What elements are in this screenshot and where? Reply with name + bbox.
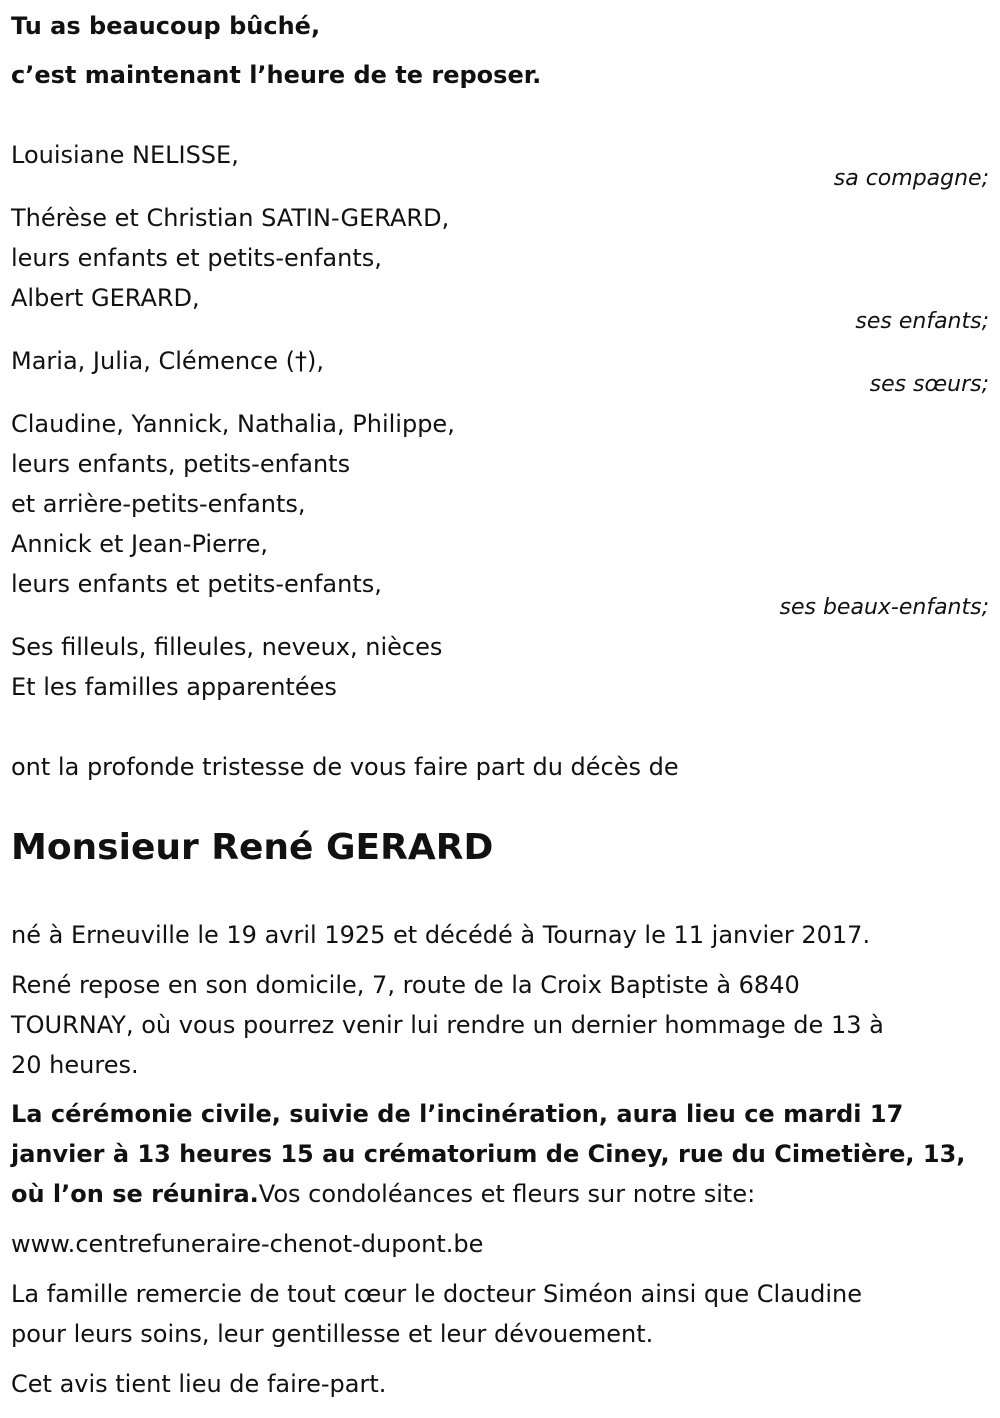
ceremony-line-1: La cérémonie civile, suivie de l’incinération, aura lieu ce mardi 17 [11, 1100, 904, 1128]
children-line-2: leurs enfants et petits-enfants, [11, 244, 382, 272]
ceremony-line-2: janvier à 13 heures 15 au crématorium de Ciney, rue du Cimetière, 13, [11, 1140, 966, 1168]
website-link[interactable]: www.centrefuneraire-chenot-dupont.be [11, 1230, 484, 1258]
inlaws-line-3: et arrière-petits-enfants, [11, 490, 306, 518]
relation-inlaws: ses beaux-enfants; [779, 595, 989, 620]
deceased-name: Monsieur René GERARD [11, 827, 494, 868]
others-line-2: Et les familles apparentées [11, 673, 337, 701]
relation-companion: sa compagne; [833, 166, 989, 191]
thanks-line-1: La famille remercie de tout cœur le docteur Siméon ainsi que Claudine [11, 1280, 862, 1308]
companion-name: Louisiane NELISSE, [11, 141, 239, 169]
repose-line-1: René repose en son domicile, 7, route de la Croix Baptiste à 6840 [11, 971, 800, 999]
others-line-1: Ses filleuls, filleules, neveux, nièces [11, 633, 443, 661]
thanks-line-2: pour leurs soins, leur gentillesse et leur dévouement. [11, 1320, 654, 1348]
announcement: ont la profonde tristesse de vous faire part du décès de [11, 753, 679, 781]
relation-sisters: ses sœurs; [869, 372, 989, 397]
birth-death-line: né à Erneuville le 19 avril 1925 et décédé à Tournay le 11 janvier 2017. [11, 921, 871, 949]
inlaws-line-2: leurs enfants, petits-enfants [11, 450, 351, 478]
inlaws-line-1: Claudine, Yannick, Nathalia, Philippe, [11, 410, 455, 438]
condolences-text: Vos condoléances et fleurs sur notre site: [258, 1180, 756, 1208]
motto-line-2: c’est maintenant l’heure de te reposer. [11, 61, 542, 89]
closing-line: Cet avis tient lieu de faire-part. [11, 1370, 387, 1398]
repose-line-3: 20 heures. [11, 1051, 139, 1079]
ceremony-line-3 [11, 1179, 755, 1209]
sisters-line: Maria, Julia, Clémence (†), [11, 347, 324, 375]
inlaws-line-4: Annick et Jean-Pierre, [11, 530, 269, 558]
ceremony-gathering: où l’on se réunira. [11, 1180, 259, 1208]
repose-line-2: TOURNAY, où vous pourrez venir lui rendre un dernier hommage de 13 à [11, 1011, 884, 1039]
children-line-1: Thérèse et Christian SATIN-GERARD, [11, 204, 450, 232]
inlaws-line-5: leurs enfants et petits-enfants, [11, 570, 382, 598]
children-line-3: Albert GERARD, [11, 284, 200, 312]
motto-line-1: Tu as beaucoup bûché, [11, 12, 321, 40]
relation-children: ses enfants; [855, 309, 989, 334]
